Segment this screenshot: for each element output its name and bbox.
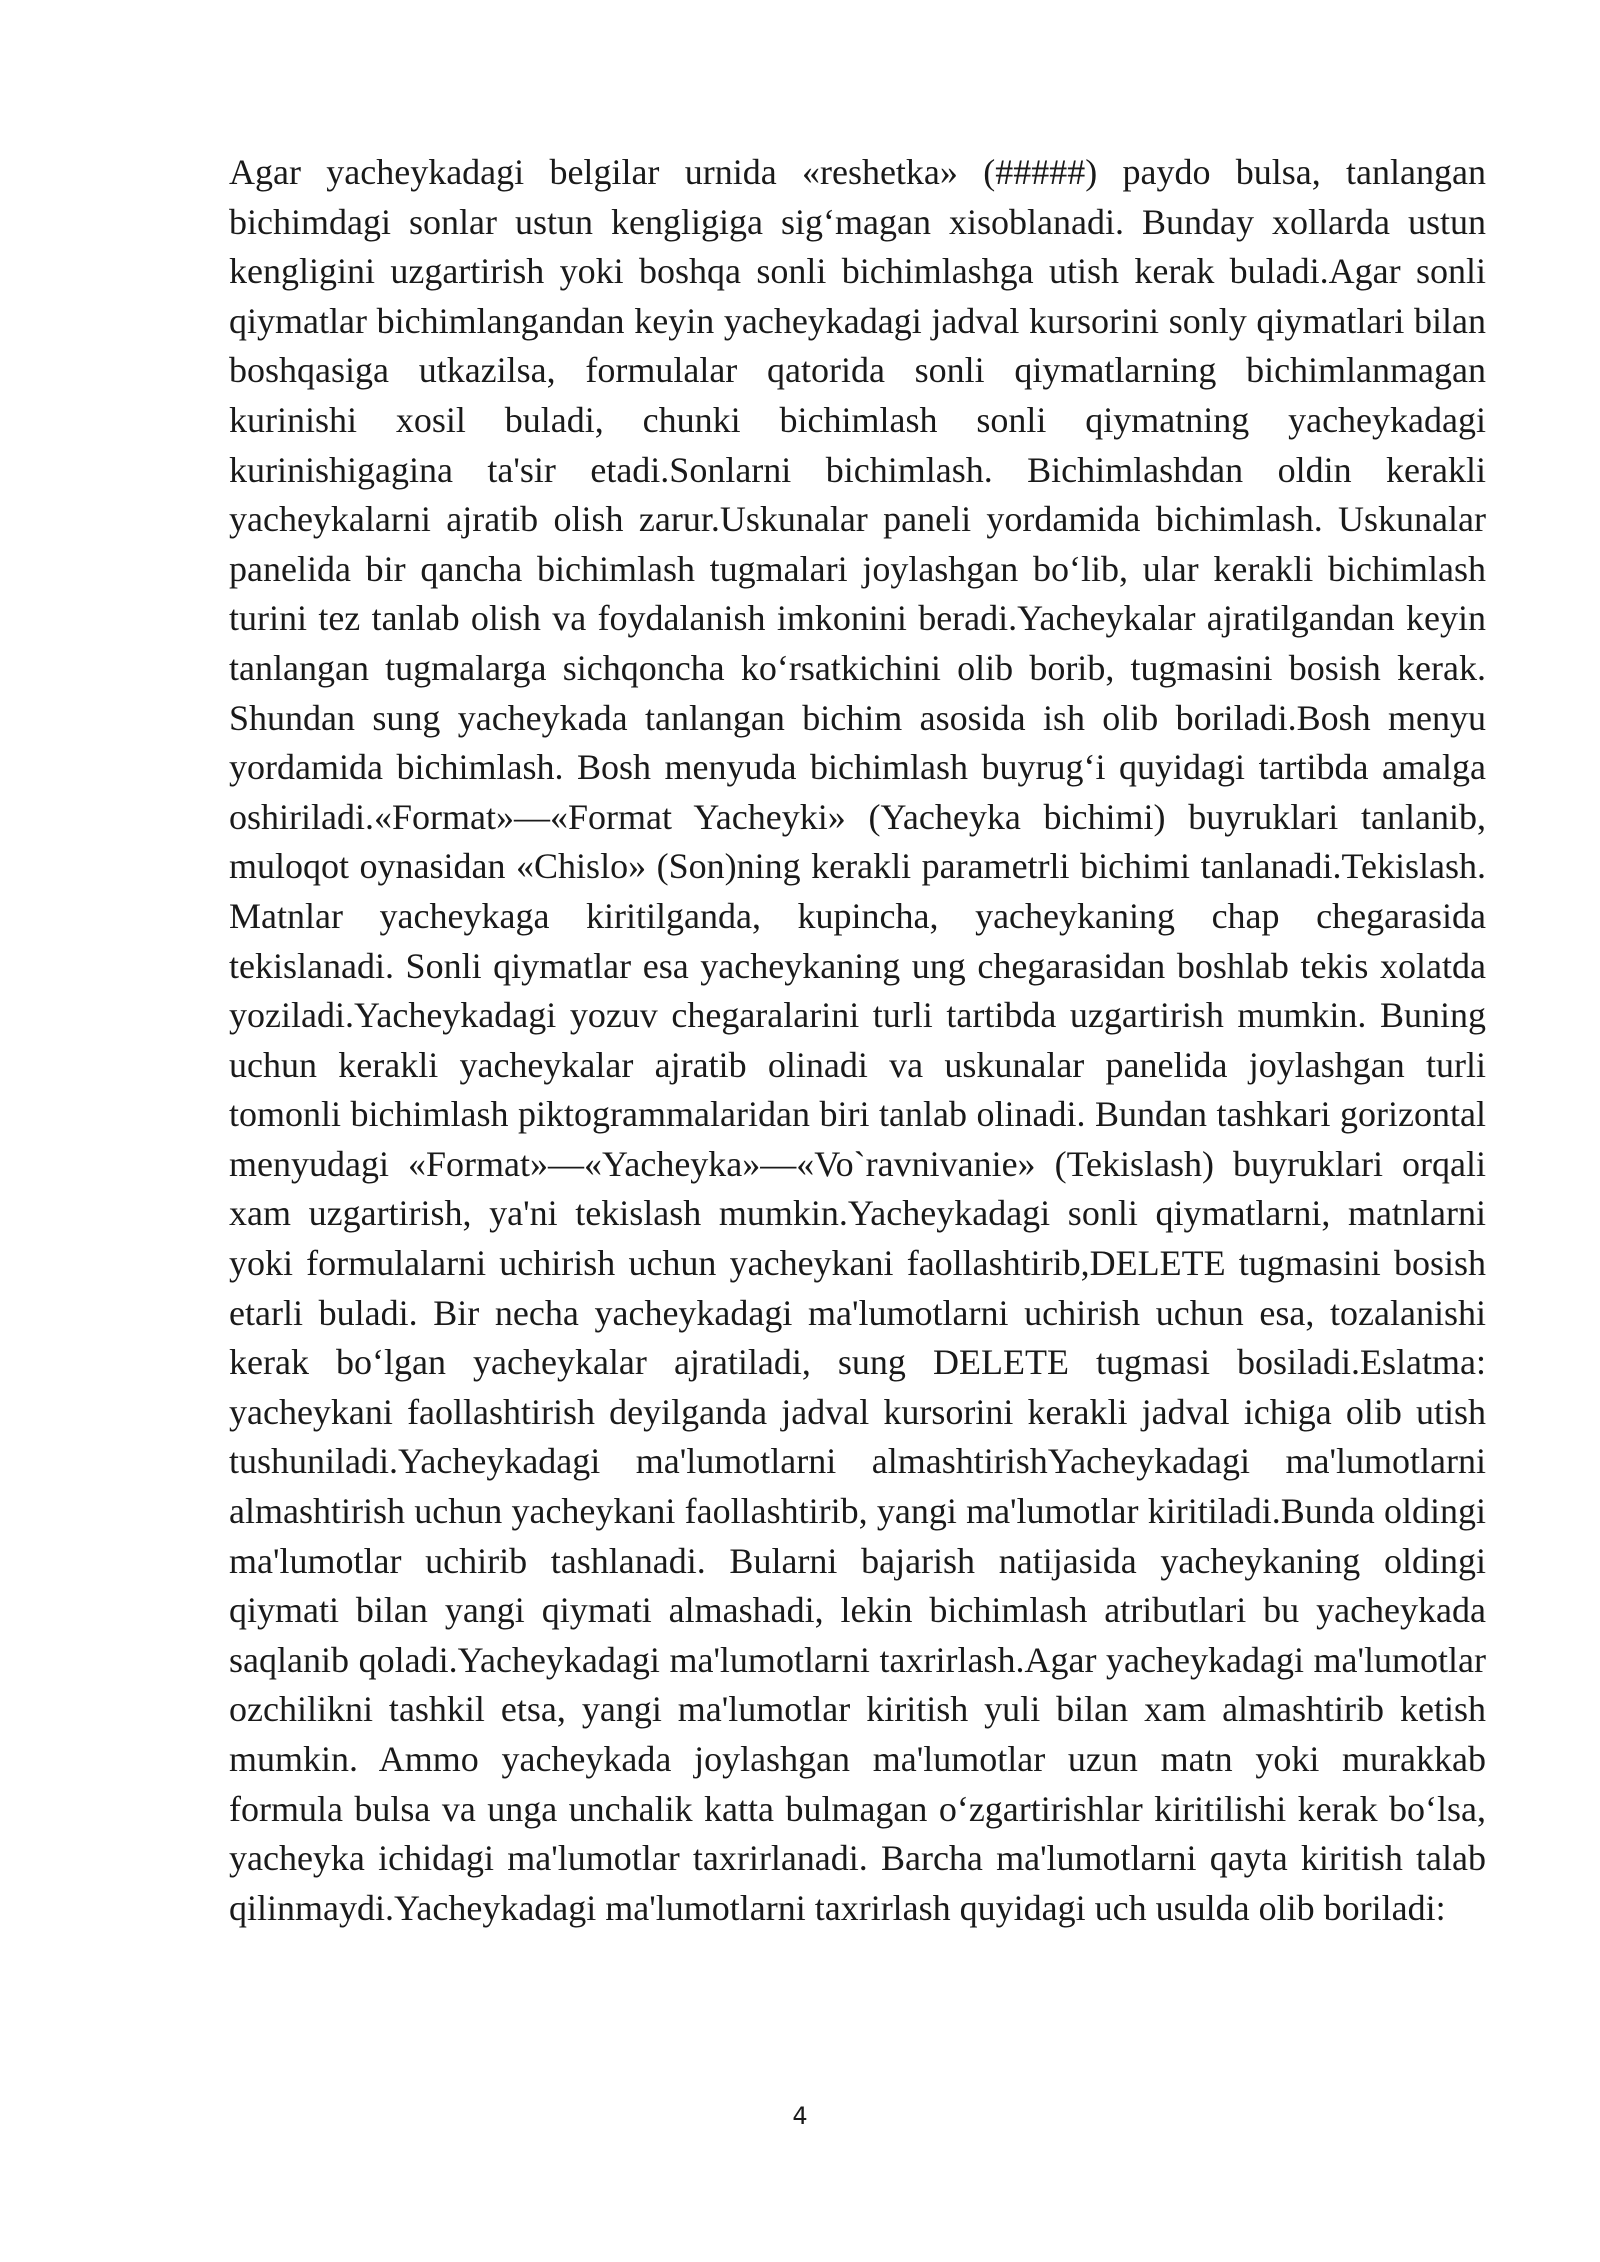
page-number: 4 <box>792 2102 808 2130</box>
body-paragraph: Agar yacheykadagi belgilar urnida «reshetka» (#####) paydo bulsa, tanlangan bichimdagi sonlar ustun kengligiga sigʻmagan xisoblanadi. Bunday xollarda ustun kengligini uzgartirish yoki boshqa sonli bichimlashga utish kerak buladi.Agar sonli qiymatlar bichimlangandan keyin yacheykadagi jadval kursorini sonly qiymatlari bilan boshqasiga utkazilsa, formulalar qatorida sonli qiymatlarning bichimlanmagan kurinishi xosil buladi, chunki bichimlash sonli qiymatning yacheykadagi kurinishigagina ta'sir etadi.Sonlarni bichimlash. Bichimlashdan oldin kerakli yacheykalarni ajratib olish zarur.Uskunalar paneli yordamida bichimlash. Uskunalar panelida bir qancha bichimlash tugmalari joylashgan boʻlib, ular kerakli bichimlash turini tez tanlab olish va foydalanish imkonini beradi.Yacheykalar ajratilgandan keyin tanlangan tugmalarga sichqoncha koʻrsatkichini olib borib, tugmasini bosish kerak. Shundan sung yacheykada tanlangan bichim asosida ish olib boriladi.Bosh menyu yordamida bichimlash. Bosh menyuda bichimlash buyrugʻi quyidagi tartibda amalga oshiriladi.«Format»—«Format Yacheyki» (Yacheyka bichimi) buyruklari tanlanib, muloqot oynasidan «Chislo» (Son)ning kerakli parametrli bichimi tanlanadi.Tekislash. Matnlar yacheykaga kiritilganda, kupincha, yacheykaning chap chegarasida tekislanadi. Sonli qiymatlar esa yacheykaning ung chegarasidan boshlab tekis xolatda yoziladi.Yacheykadagi yozuv chegaralarini turli tartibda uzgartirish mumkin. Buning uchun kerakli yacheykalar ajratib olinadi va uskunalar panelida joylashgan turli tomonli bichimlash piktogrammalaridan biri tanlab olinadi. Bundan tashkari gorizontal menyudagi «Format»—«Yacheyka»—«Vo`ravnivanie» (Tekislash) buyruklari orqali xam uzgartirish, ya'ni tekislash mumkin.Yacheykadagi sonli qiymatlarni, matnlarni yoki formulalarni uchirish uchun yacheykani faollashtirib,DELETE tugmasini bosish etarli buladi. Bir necha yacheykadagi ma'lumotlarni uchirish uchun esa, tozalanishi kerak boʻlgan yacheykalar ajratiladi, sung DELETE tugmasi bosiladi.Eslatma: yacheykani faollashtirish deyilganda jadval kursorini kerakli jadval ichiga olib utish tushuniladi.Yacheykadagi ma'lumotlarni almashtirishYacheykadagi ma'lumotlarni almashtirish uchun yacheykani faollashtirib, yangi ma'lumotlar kiritiladi.Bunda oldingi ma'lumotlar uchirib tashlanadi. Bularni bajarish natijasida yacheykaning oldingi qiymati bilan yangi qiymati almashadi, lekin bichimlash atributlari bu yacheykada saqlanib qoladi.Yacheykadagi ma'lumotlarni taxrirlash.Agar yacheykadagi ma'lumotlar ozchilikni tashkil etsa, yangi ma'lumotlar kiritish yuli bilan xam almashtirib ketish mumkin. Ammo yacheykada joylashgan ma'lumotlar uzun matn yoki murakkab formula bulsa va unga unchalik katta bulmagan oʻzgartirishlar kiritilishi kerak boʻlsa, yacheyka ichidagi ma'lumotlar taxrirlanadi. Barcha ma'lumotlarni qayta kiritish talab qilinmaydi.Yacheykadagi ma'lumotlarni taxrirlash quyidagi uch usulda olib boriladi: <box>229 152 1486 1928</box>
